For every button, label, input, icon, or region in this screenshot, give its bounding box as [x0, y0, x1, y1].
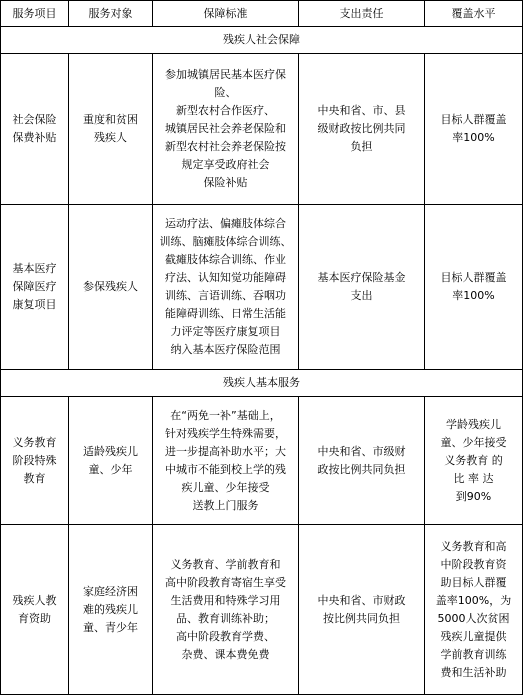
- cell-coverage: 目标人群覆盖 率100%: [425, 205, 523, 370]
- header-service-target: 服务对象: [69, 1, 153, 27]
- cell-standard: 义务教育、学前教育和 高中阶段教育寄宿生享受 生活费用和特殊学习用 品、教育训练补助； 高中阶段教育学费、 杂费、课本费免费: [153, 525, 299, 695]
- section-row: [1, 27, 523, 54]
- cell-service-item: 基本医疗 保障医疗 康复项目: [1, 205, 69, 370]
- header-expense-responsibility: 支出责任: [299, 1, 425, 27]
- table-row: [1, 525, 523, 695]
- cell-coverage: 义务教育和高 中阶段教育资 助目标人群覆 盖率100%，为 5000人次贫困 残疾儿童提供 学前教育训练 费和生活补助: [425, 525, 523, 695]
- cell-expense-responsibility: 基本医疗保险基金 支出: [299, 205, 425, 370]
- table-row: [1, 397, 523, 525]
- header-service-item: 服务项目: [1, 1, 69, 27]
- table-row: [1, 205, 523, 370]
- cell-service-item: 社会保险 保费补贴: [1, 54, 69, 205]
- cell-service-item: 残疾人教 育资助: [1, 525, 69, 695]
- header-coverage: 覆盖水平: [425, 1, 523, 27]
- cell-standard: 运动疗法、偏瘫肢体综合 训练、脑瘫肢体综合训练、 截瘫肢体综合训练、作业 疗法、认知知觉功能障碍 训练、言语训练、吞咽功 能障碍训练、日常生活能 力评定等医疗康复项目 纳入基本医疗保险范围: [153, 205, 299, 370]
- cell-standard: 在“两免一补”基础上， 针对残疾学生特殊需要， 进一步提高补助水平；大 中城市不能到校上学的残 疾儿童、少年接受 送教上门服务: [153, 397, 299, 525]
- header-row: [1, 1, 523, 27]
- cell-service-target: 参保残疾人: [69, 205, 153, 370]
- cell-service-item: 义务教育 阶段特殊 教育: [1, 397, 69, 525]
- cell-coverage: 学龄残疾儿 童、少年接受 义务教育 的 比 率 达 到90%: [425, 397, 523, 525]
- cell-expense-responsibility: 中央和省、市级财 政按比例共同负担: [299, 397, 425, 525]
- cell-coverage: 目标人群覆盖 率100%: [425, 54, 523, 205]
- section-row: [1, 370, 523, 397]
- section-title: 残疾人基本服务: [1, 370, 523, 397]
- table-row: [1, 54, 523, 205]
- section-title: 残疾人社会保障: [1, 27, 523, 54]
- cell-service-target: 适龄残疾儿 童、少年: [69, 397, 153, 525]
- cell-service-target: 重度和贫困 残疾人: [69, 54, 153, 205]
- cell-expense-responsibility: 中央和省、市、县 级财政按比例共同 负担: [299, 54, 425, 205]
- cell-standard: 参加城镇居民基本医疗保险、 新型农村合作医疗、 城镇居民社会养老保险和 新型农村社会养老保险按 规定享受政府社会 保险补贴: [153, 54, 299, 205]
- header-standard: 保障标准: [153, 1, 299, 27]
- cell-expense-responsibility: 中央和省、市财政 按比例共同负担: [299, 525, 425, 695]
- cell-service-target: 家庭经济困 难的残疾儿 童、青少年: [69, 525, 153, 695]
